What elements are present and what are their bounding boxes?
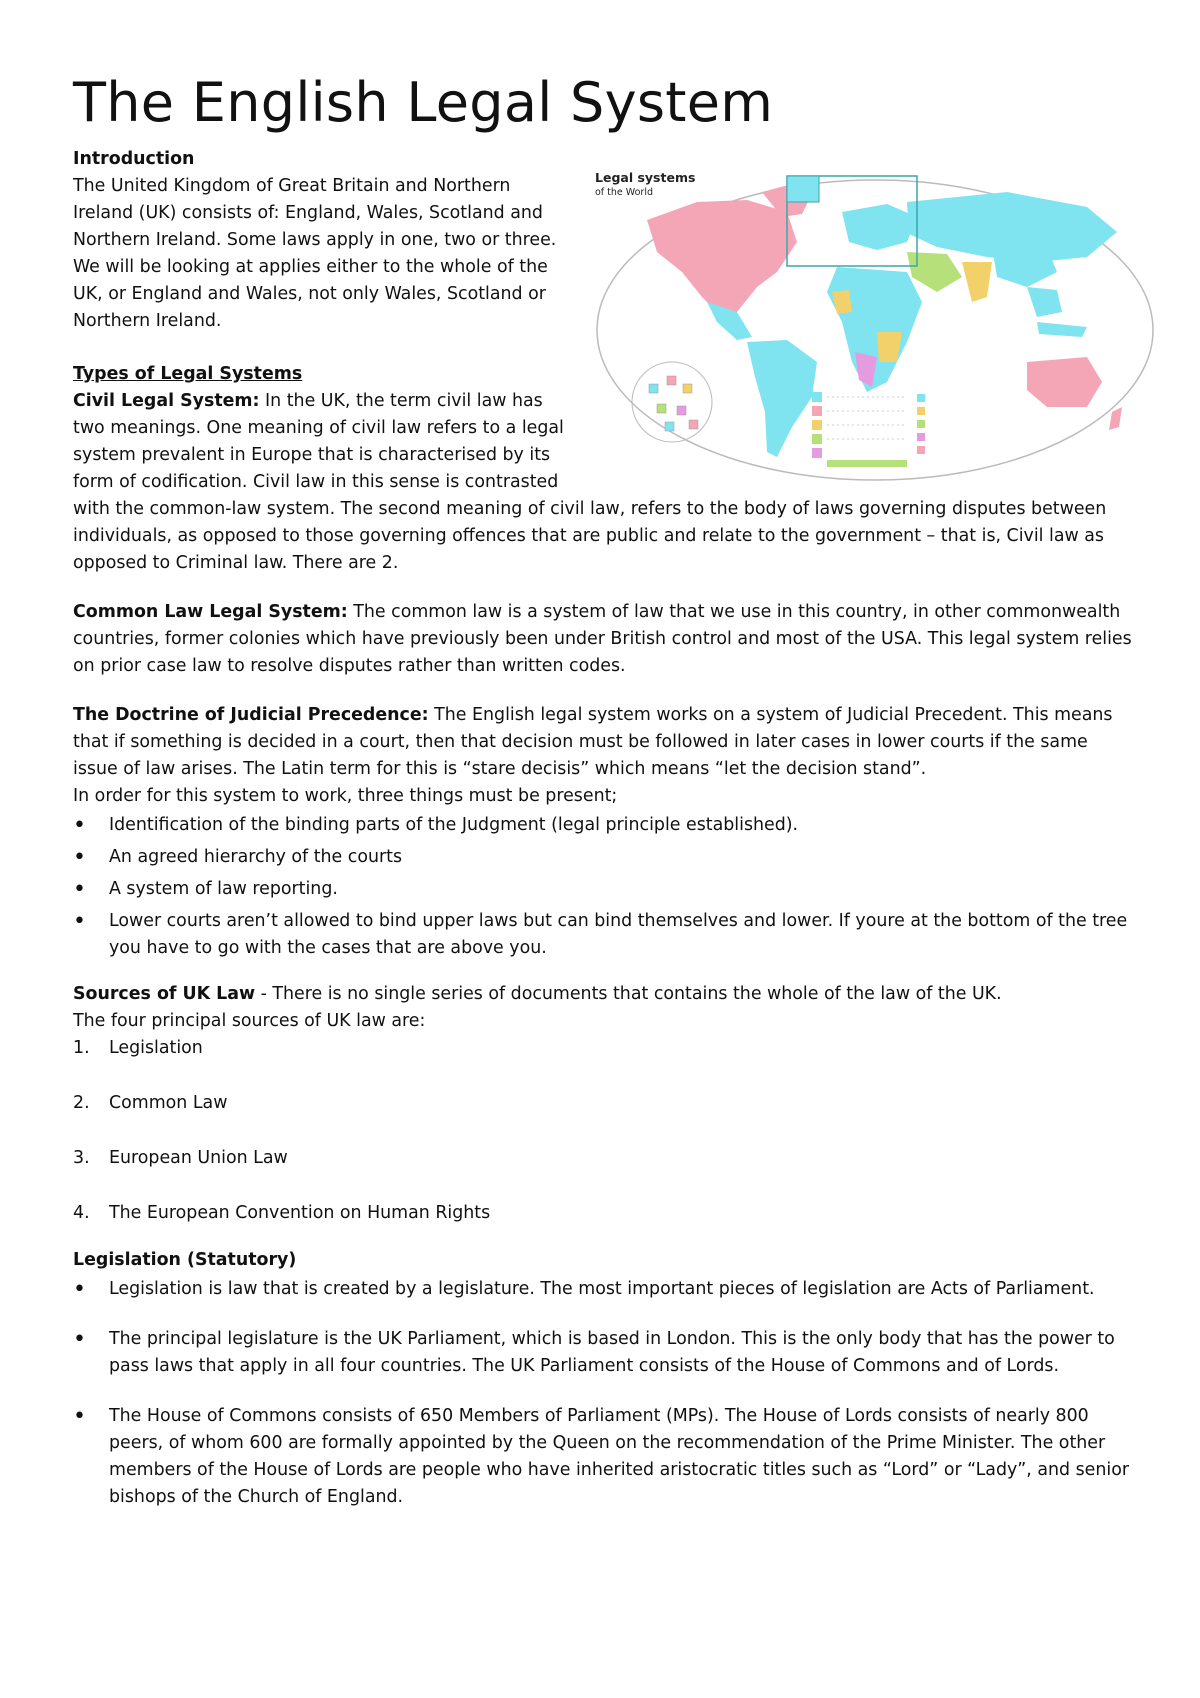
doctrine-paragraph: The Doctrine of Judicial Precedence: The English legal system works on a system of Judicial Precedent. This means that if something is decided in a court, then that decision must be followed in later cases in lower courts if the same issue of law arises. The Latin term for this is “stare decisis” which means “let the decision stand”. xyxy=(73,705,1113,779)
intro-paragraph: The United Kingdom of Great Britain and Northern Ireland (UK) consists of: England, Wales, Scotland and Northern Ireland. Some laws apply in one, two or three. We will be looking at applies either to the whole of the UK, or England and Wales, not only Wales, Scotland or Northern Ireland. xyxy=(73,176,557,331)
world-map-image xyxy=(587,162,1157,482)
intro-heading: Introduction xyxy=(73,149,195,169)
map-subtitle: of the World xyxy=(595,187,654,198)
list-item: • The House of Commons consists of 650 Members of Parliament (MPs). The House of Lords consists of nearly 800 peers, of whom 600 are formally appointed by the Queen on the recommendation of the Prime Minister. The other members of the House of Lords are people who have inherited aristocratic titles such as “Lord” or “Lady”, and senior bishops of the Church of England. xyxy=(73,1403,1135,1511)
list-item: • An agreed hierarchy of the courts xyxy=(73,844,1135,871)
legislation-bullet-list xyxy=(73,1276,1135,1511)
document-page xyxy=(73,70,1135,1534)
list-item: 4. The European Convention on Human Rights xyxy=(73,1203,491,1223)
list-item: 2. Common Law xyxy=(73,1093,228,1113)
list-item: • A system of law reporting. xyxy=(73,876,1135,903)
list-item: • Identification of the binding parts of the Judgment (legal principle established). xyxy=(73,812,1135,839)
doctrine-lead: In order for this system to work, three things must be present; xyxy=(73,786,618,806)
legal-systems-map xyxy=(587,162,1157,482)
list-item: • Lower courts aren’t allowed to bind upper laws but can bind themselves and lower. If youre at the bottom of the tree you have to go with the cases that are above you. xyxy=(73,908,1135,962)
map-title: Legal systems xyxy=(595,170,696,185)
sources-numbered-list xyxy=(73,1035,1135,1227)
civil-law-paragraph: Civil Legal System: In the UK, the term civil law has two meanings. One meaning of civil law refers to a legal system prevalent in Europe that is characterised by its form of codification. Civil law in this sense is contrasted with the common-law system. The second meaning of civil law, refers to the body of laws governing disputes between individuals, as opposed to those governing offences that are public and relate to the government – that is, Civil law as opposed to Criminal law. There are 2. xyxy=(73,391,1107,573)
list-item: 3. European Union Law xyxy=(73,1148,288,1168)
legislation-heading: Legislation (Statutory) xyxy=(73,1250,297,1270)
list-item: 1. Legislation xyxy=(73,1038,203,1058)
doctrine-bullet-list xyxy=(73,812,1135,962)
page-title: The English Legal System xyxy=(73,71,774,134)
sources-paragraph: Sources of UK Law - There is no single series of documents that contains the whole of the law of the UK. xyxy=(73,984,1002,1004)
types-heading: Types of Legal Systems xyxy=(73,364,303,384)
list-item: • Legislation is law that is created by a legislature. The most important pieces of legislation are Acts of Parliament. xyxy=(73,1276,1135,1303)
common-law-paragraph: Common Law Legal System: The common law is a system of law that we use in this country, in other commonwealth countries, former colonies which have previously been under British control and most of the USA. This legal system relies on prior case law to resolve disputes rather than written codes. xyxy=(73,602,1132,676)
list-item: • The principal legislature is the UK Parliament, which is based in London. This is the only body that has the power to pass laws that apply in all four countries. The UK Parliament consists of the House of Commons and of Lords. xyxy=(73,1326,1135,1380)
sources-lead: The four principal sources of UK law are: xyxy=(73,1011,426,1031)
